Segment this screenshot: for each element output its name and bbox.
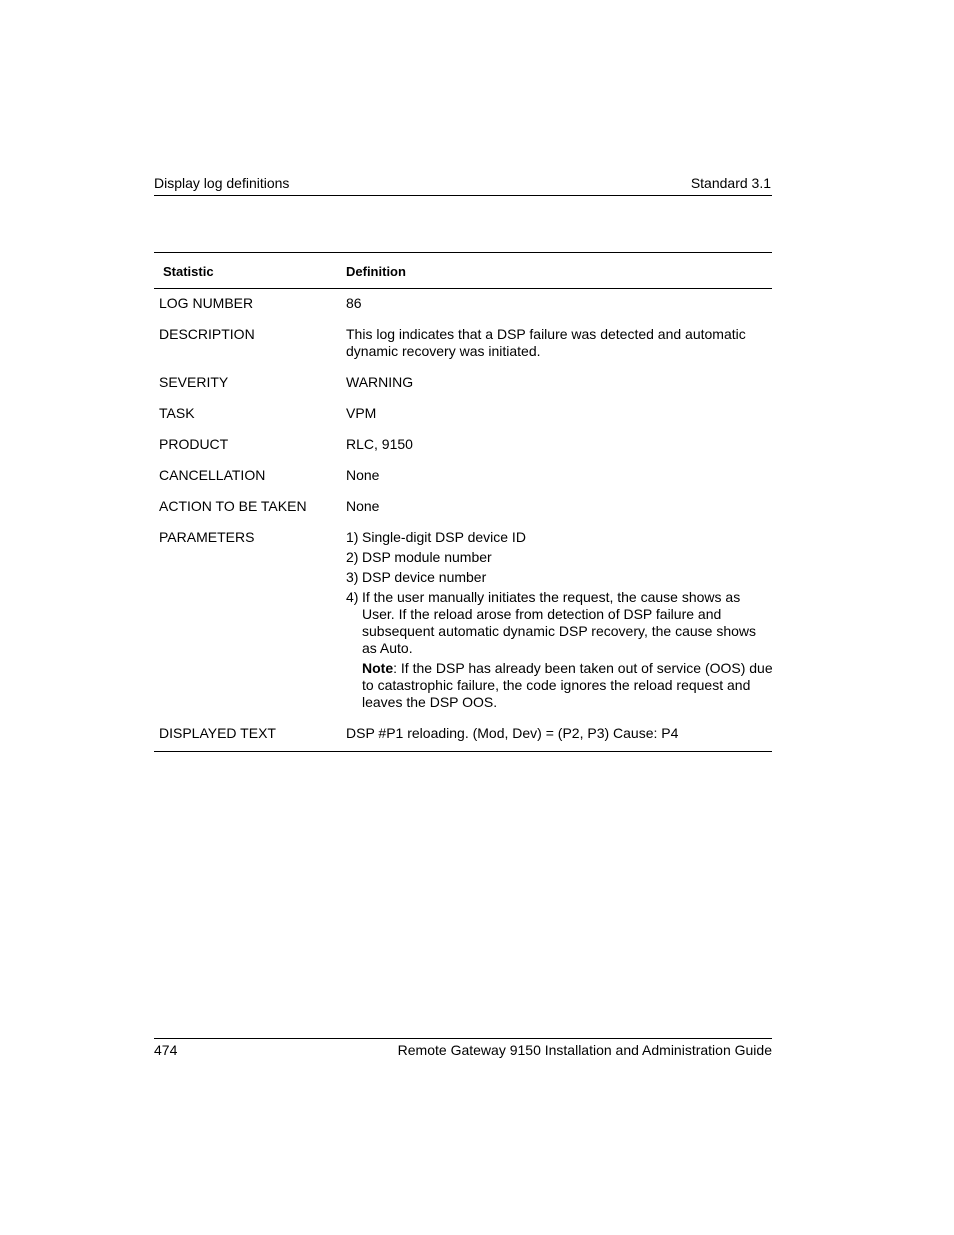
statistic-cell: TASK: [159, 405, 195, 421]
version-label: Standard 3.1: [690, 175, 771, 191]
parameter-item: [346, 529, 774, 546]
statistic-cell: SEVERITY: [159, 374, 229, 390]
note-label: Note: [362, 660, 394, 676]
statistic-cell: PARAMETERS: [159, 529, 255, 545]
running-footer: [154, 1038, 772, 1061]
parameter-number: 4): [346, 589, 359, 605]
definition-cell: DSP #P1 reloading. (Mod, Dev) = (P2, P3) Cause: P4: [346, 725, 679, 741]
section-title: Display log definitions: [154, 175, 290, 191]
table-row: [154, 467, 772, 484]
table-header: [154, 253, 772, 289]
note-text: : If the DSP has already been taken out of service (OOS) due to catastrophic failure, the code ignores the reload request and leaves the DSP OOS.: [362, 660, 773, 710]
statistic-cell: CANCELLATION: [159, 467, 266, 483]
parameter-number: 3): [346, 569, 359, 585]
table-row: [154, 295, 772, 312]
table-row: [154, 374, 772, 391]
parameter-item: [346, 549, 774, 566]
parameter-item: [346, 589, 774, 657]
statistic-cell: PRODUCT: [159, 436, 229, 452]
column-header-definition: Definition: [346, 264, 406, 279]
running-header: [154, 174, 772, 196]
definition-cell: None: [346, 467, 380, 483]
parameter-number: 1): [346, 529, 359, 545]
parameter-text: DSP device number: [362, 569, 487, 585]
table-row: [154, 498, 772, 515]
page-number: 474: [154, 1042, 178, 1058]
table-row: [154, 326, 772, 360]
statistic-cell: LOG NUMBER: [159, 295, 254, 311]
statistic-cell: DESCRIPTION: [159, 326, 255, 342]
definition-cell: RLC, 9150: [346, 436, 413, 452]
parameter-number: 2): [346, 549, 359, 565]
document-title: Remote Gateway 9150 Installation and Administration Guide: [397, 1042, 772, 1058]
parameter-text: If the user manually initiates the request, the cause shows as User. If the reload arose from detection of DSP failure and subsequent automatic dynamic DSP recovery, the cause shows as Auto.: [362, 589, 757, 656]
parameter-note: [362, 660, 774, 711]
table-row: [154, 436, 772, 453]
definition-cell: WARNING: [346, 374, 414, 390]
table-row: [154, 725, 772, 742]
log-definition-table: [154, 252, 772, 752]
statistic-cell: ACTION TO BE TAKEN: [159, 498, 307, 514]
definition-cell: VPM: [346, 405, 377, 421]
parameter-text: Single-digit DSP device ID: [362, 529, 526, 545]
table-row: [154, 529, 772, 711]
statistic-cell: DISPLAYED TEXT: [159, 725, 276, 741]
column-header-statistic: Statistic: [163, 264, 214, 279]
definition-cell: None: [346, 498, 380, 514]
table-row: [154, 405, 772, 422]
parameter-text: DSP module number: [362, 549, 492, 565]
definition-cell: This log indicates that a DSP failure was detected and automatic dynamic recovery was initiated.: [346, 326, 746, 359]
definition-cell: 86: [346, 295, 362, 311]
definition-cell: [346, 529, 774, 711]
parameter-item: [346, 569, 774, 586]
